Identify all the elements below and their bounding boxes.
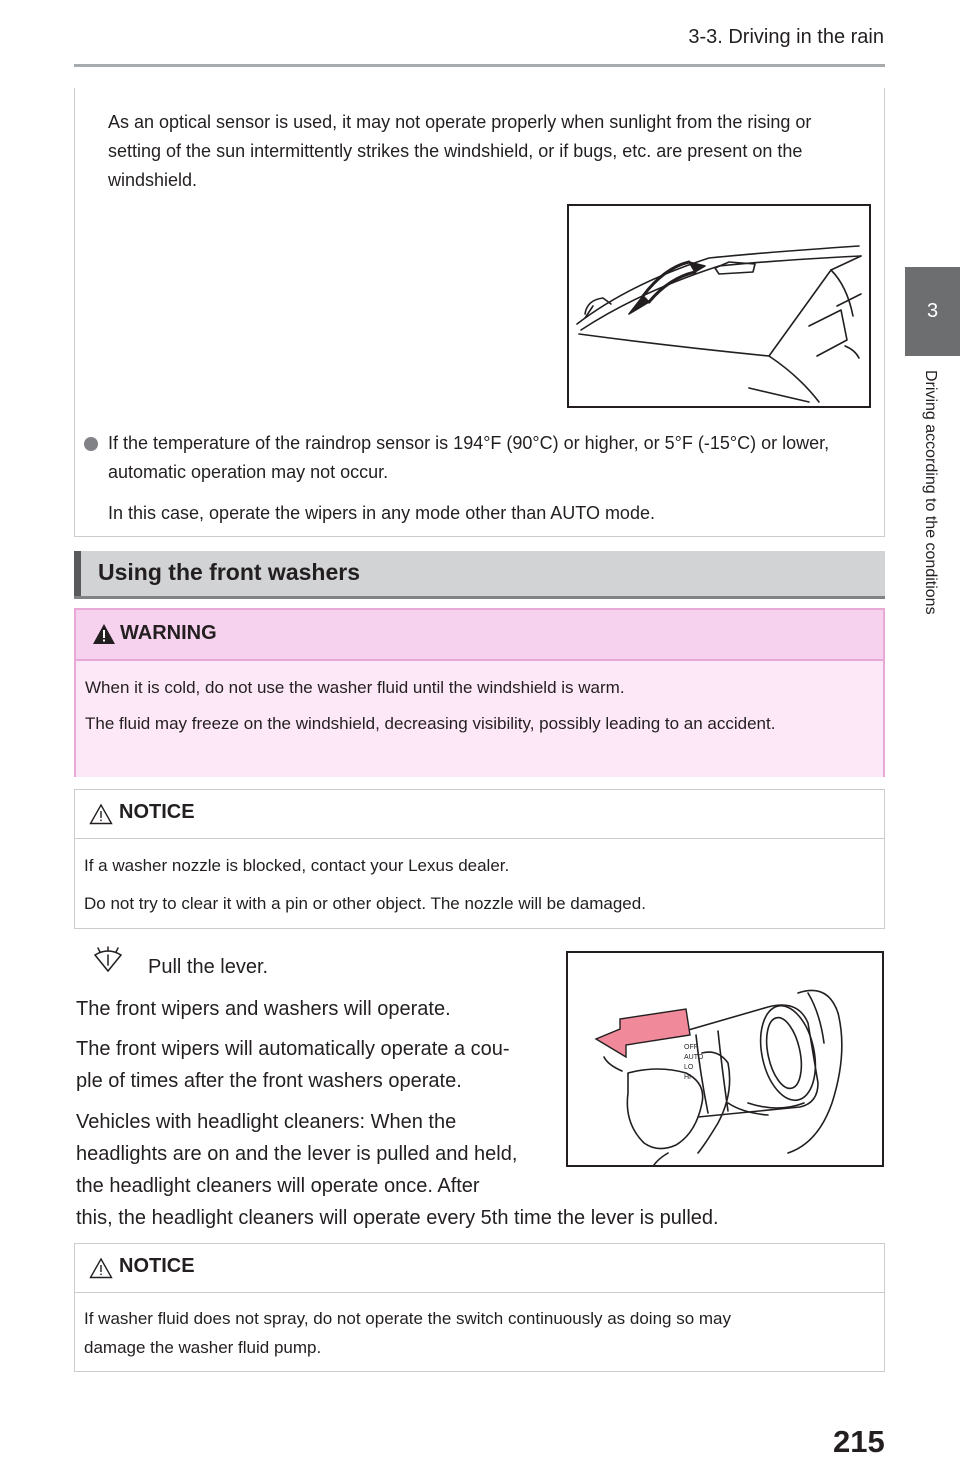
page-number: 215 [833, 1424, 885, 1459]
lever-illustration [568, 953, 882, 1165]
body-paragraph-2b: ple of times after the front washers operate. [76, 1070, 462, 1092]
warning-line-1: When it is cold, do not use the washer fluid until the windshield is warm. [85, 678, 625, 697]
notice-line-2: Do not try to clear it with a pin or other object. The nozzle will be damaged. [84, 894, 646, 913]
notice-line-1: If a washer nozzle is blocked, contact your Lexus dealer. [84, 856, 510, 875]
warning-header [76, 610, 883, 661]
wiper-lever-figure [566, 951, 884, 1167]
windshield-sensor-figure [567, 204, 871, 408]
section-heading-title: Using the front washers [98, 559, 360, 585]
section-heading-bar [74, 551, 81, 596]
bullet-dot [84, 437, 98, 451]
lever-label-auto: AUTO [684, 1054, 704, 1061]
section-header-title: 3-3. Driving in the rain [688, 26, 884, 48]
body-paragraph-1: The front wipers and washers will operate. [76, 998, 451, 1020]
body-paragraph-3d: this, the headlight cleaners will operate every 5th time the lever is pulled. [76, 1207, 719, 1229]
section-heading [74, 551, 885, 599]
caution-icon [89, 1257, 113, 1279]
lever-label-lo: LO [684, 1064, 694, 1071]
notice-line-1: If washer fluid does not spray, do not operate the switch continuously as doing so may [84, 1309, 731, 1328]
warning-icon [92, 623, 116, 645]
warning-label: WARNING [120, 622, 217, 644]
chapter-tab: 3 [905, 267, 960, 356]
body-paragraph-3c: the headlight cleaners will operate once. After [76, 1175, 480, 1197]
step-text: Pull the lever. [148, 956, 269, 978]
notice-header [75, 1244, 884, 1293]
warning-body [76, 661, 883, 777]
notice-line-2: damage the washer fluid pump. [84, 1338, 322, 1357]
notice-label: NOTICE [119, 1255, 195, 1277]
body-paragraph-2a: The front wipers will automatically operate a cou- [76, 1038, 510, 1060]
notice-label: NOTICE [119, 801, 195, 823]
body-paragraph-3a: Vehicles with headlight cleaners: When the [76, 1111, 457, 1133]
lever-label-hi: HI [684, 1074, 691, 1081]
caution-icon [89, 803, 113, 825]
notice-header [75, 790, 884, 839]
body-paragraph-3b: headlights are on and the lever is pulled and held, [76, 1143, 518, 1165]
info-paragraph-temperature: If the temperature of the raindrop sensor is 194°F (90°C) or higher, or 5°F (-15°C) or lower, automatic operation may not occur. [108, 433, 830, 482]
lever-label-off: OFF [684, 1044, 698, 1051]
windshield-illustration [569, 206, 869, 406]
warning-box [74, 608, 885, 777]
warning-line-2: The fluid may freeze on the windshield, decreasing visibility, possibly leading to an accident. [85, 714, 776, 733]
notice-box-nozzle [74, 789, 885, 929]
chapter-label: Driving according to the conditions [922, 370, 939, 615]
notice-box-pump [74, 1243, 885, 1372]
info-paragraph-optical: As an optical sensor is used, it may not operate properly when sunlight from the rising or setting of the sun intermittently strikes the windshield, or if bugs, etc. are present on the windshield. [108, 112, 812, 190]
header-rule [74, 64, 885, 67]
info-paragraph-auto-mode: In this case, operate the wipers in any mode other than AUTO mode. [108, 503, 655, 523]
washer-icon [92, 945, 124, 975]
